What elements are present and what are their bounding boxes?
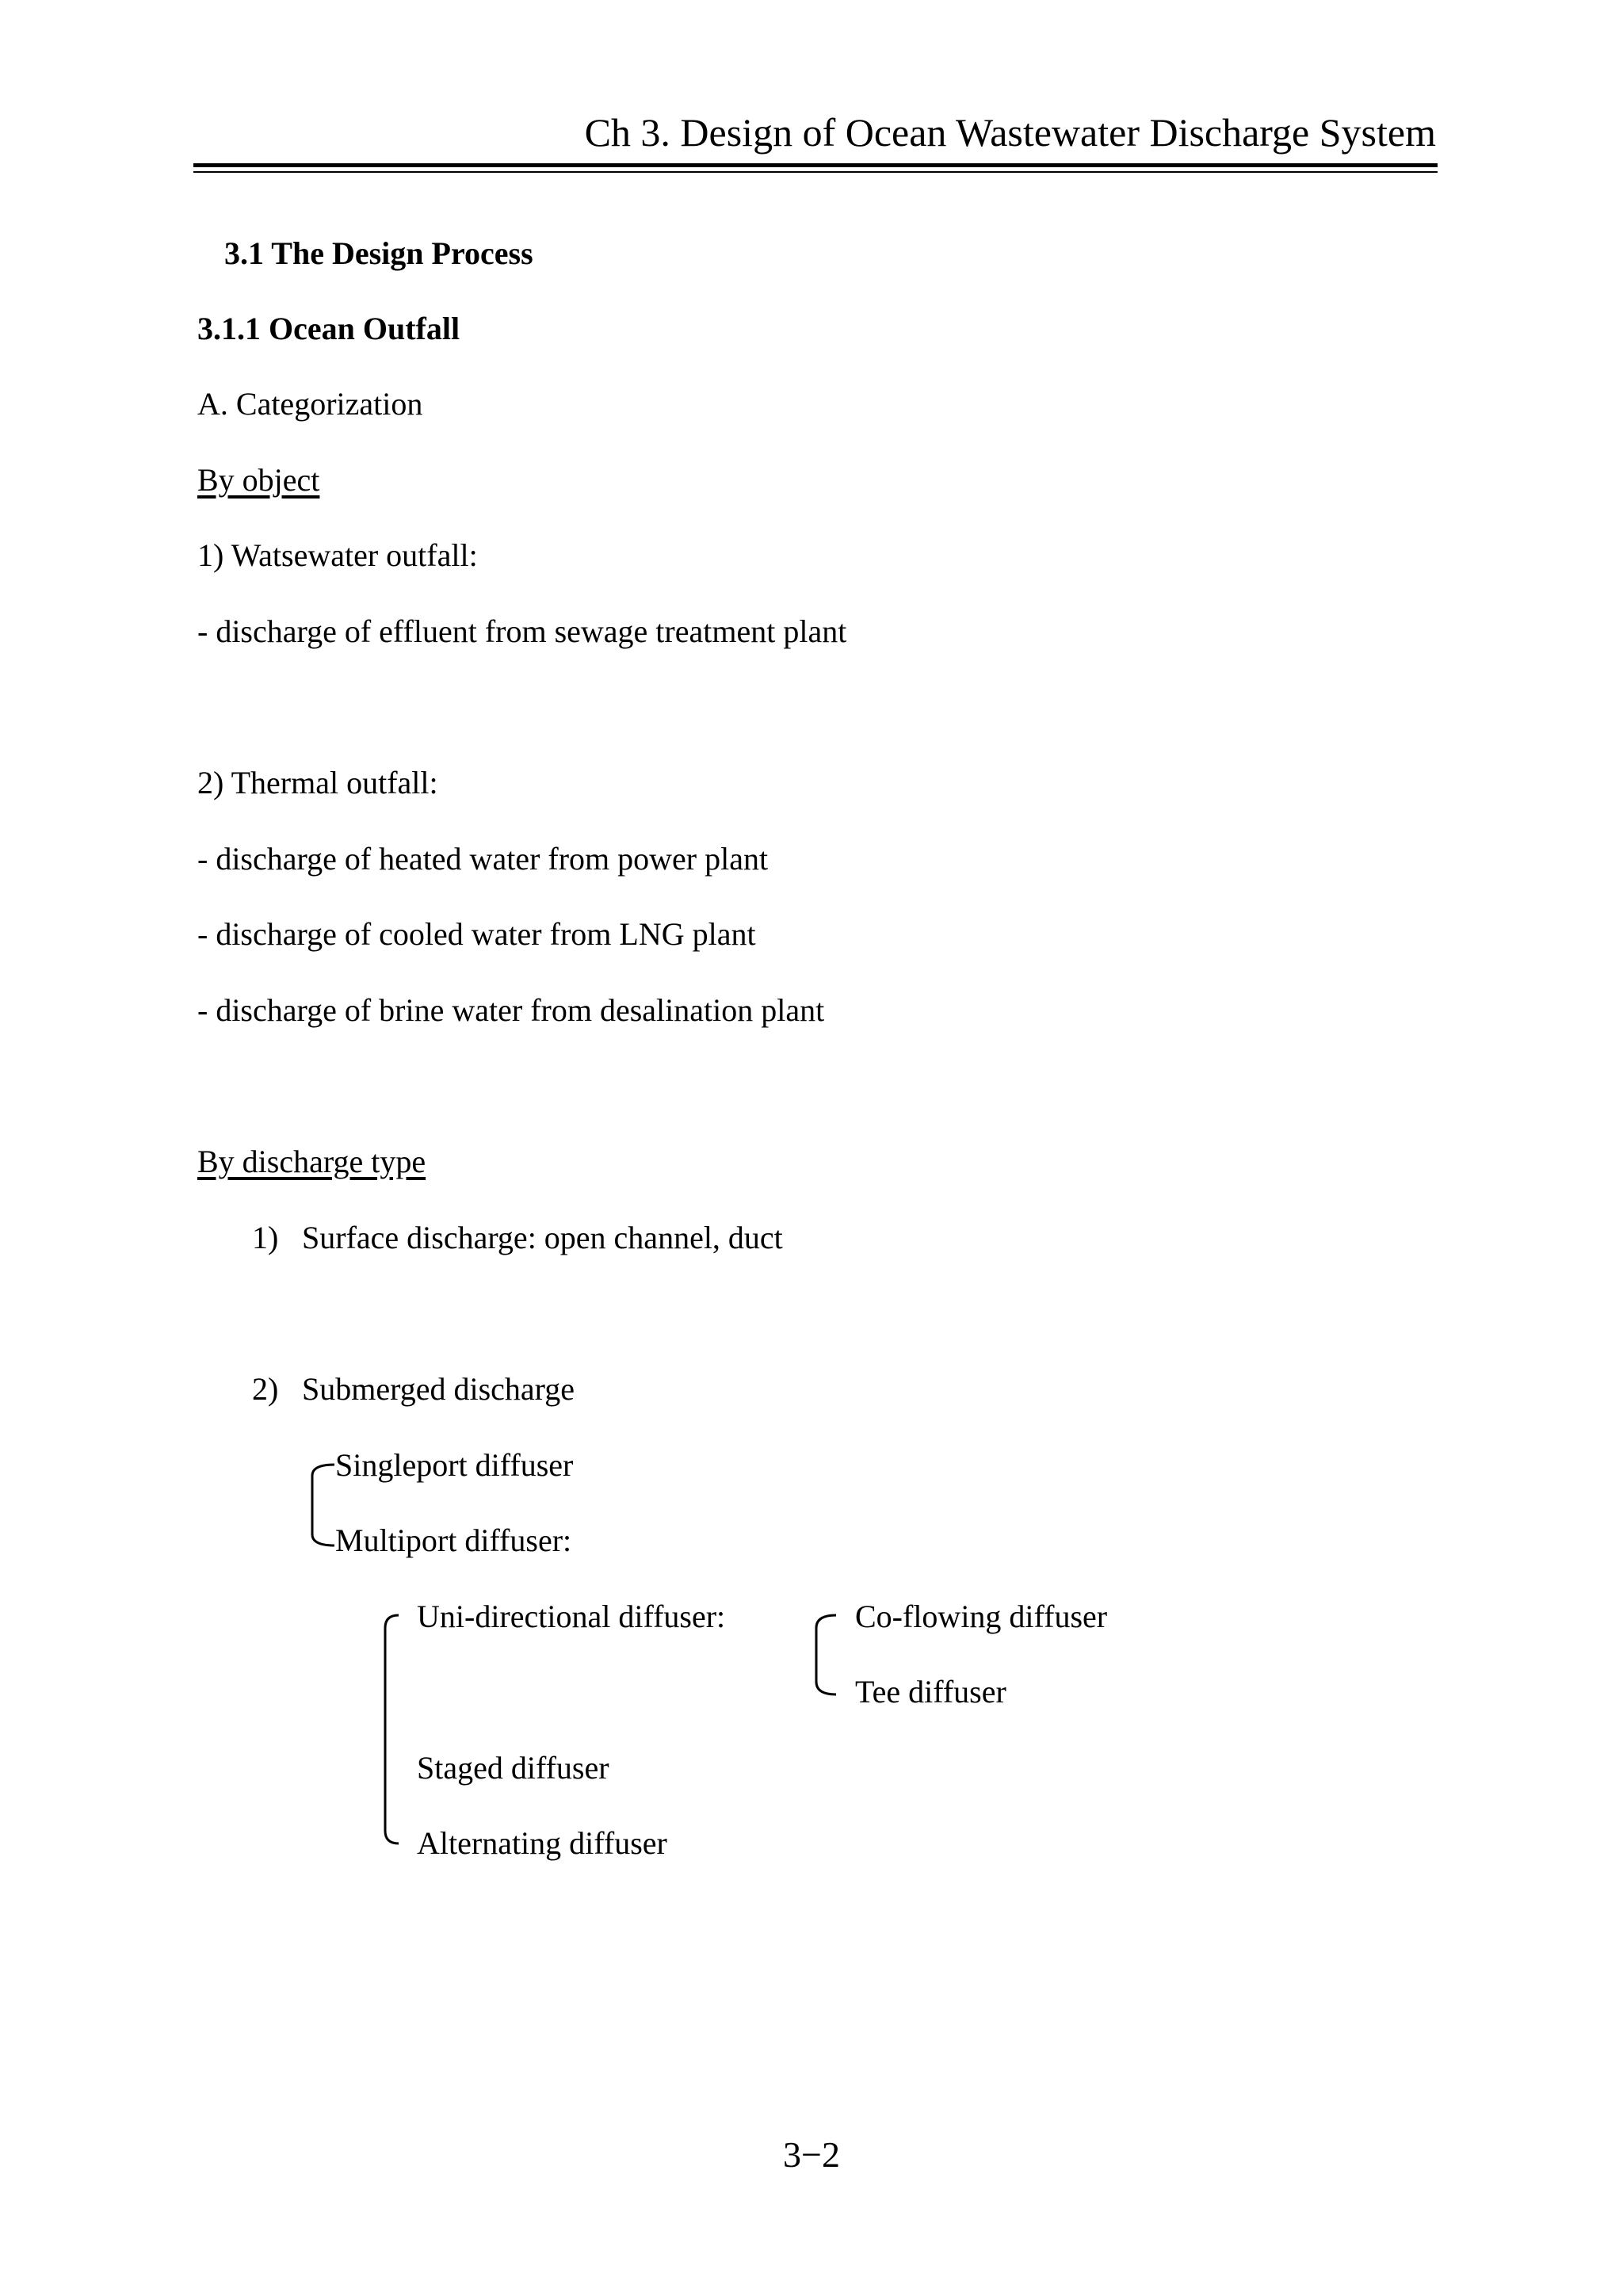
- header-rule-thin: [193, 171, 1438, 173]
- alternating-diffuser: Alternating diffuser: [417, 1825, 667, 1861]
- surface-discharge-number: 1): [252, 1220, 279, 1255]
- singleport-diffuser: Singleport diffuser: [335, 1447, 574, 1483]
- categorization-label: A. Categorization: [197, 386, 423, 422]
- staged-diffuser: Staged diffuser: [417, 1750, 609, 1786]
- thermal-item: - discharge of heated water from power plant: [197, 841, 769, 877]
- by-discharge-type-title: By discharge type: [197, 1144, 426, 1179]
- section-heading: 3.1 The Design Process: [224, 235, 533, 271]
- submerged-discharge-text: Submerged discharge: [302, 1371, 575, 1407]
- unidirectional-type-bracket: [816, 1615, 836, 1694]
- coflowing-diffuser: Co-flowing diffuser: [855, 1599, 1108, 1634]
- page-number: 3−2: [783, 2134, 840, 2175]
- header-rule-thick: [193, 163, 1438, 167]
- unidirectional-diffuser: Uni-directional diffuser:: [417, 1599, 726, 1634]
- multiport-type-bracket: [385, 1615, 399, 1843]
- running-header-title: Ch 3. Design of Ocean Wastewater Discharge System: [584, 110, 1436, 155]
- subsection-heading: 3.1.1 Ocean Outfall: [197, 311, 460, 346]
- wastewater-item: - discharge of effluent from sewage treatment plant: [197, 613, 847, 649]
- submerged-discharge-number: 2): [252, 1371, 279, 1407]
- diffuser-type-bracket: [312, 1465, 334, 1545]
- multiport-diffuser: Multiport diffuser:: [335, 1522, 572, 1558]
- tee-diffuser: Tee diffuser: [855, 1674, 1006, 1710]
- by-object-title: By object: [197, 462, 320, 498]
- thermal-outfall-label: 2) Thermal outfall:: [197, 765, 438, 800]
- thermal-item: - discharge of cooled water from LNG plant: [197, 916, 756, 952]
- wastewater-outfall-label: 1) Watsewater outfall:: [197, 537, 478, 573]
- surface-discharge-text: Surface discharge: open channel, duct: [302, 1220, 783, 1255]
- thermal-item: - discharge of brine water from desalination plant: [197, 992, 825, 1028]
